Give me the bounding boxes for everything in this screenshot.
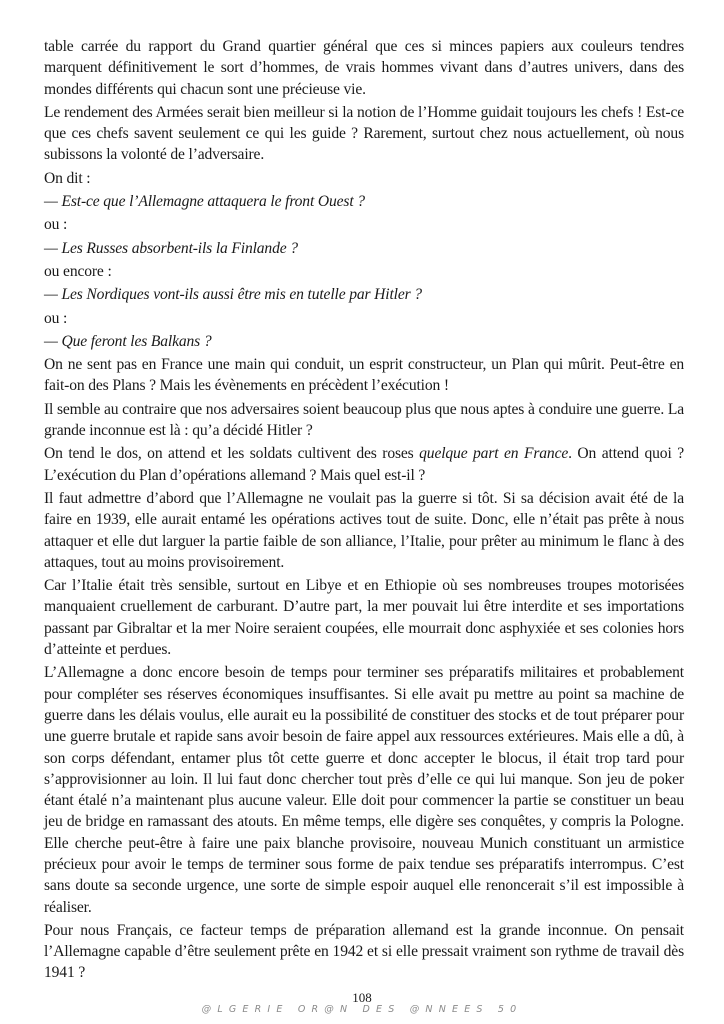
paragraph-15: Car l’Italie était très sensible, surtout en Libye et en Ethiopie où ses nombreuses troupes motorisées manquaient cruellement de carburant. D’autre part, la mer pouvait lui être interdite et ses importations passant par Gibraltar et la mer Noire seraient coupées, elle mourrait donc asphyxiée et ses colonies hors d’atteinte et perdues. [44,577,684,659]
quote-3: — Les Nordiques vont-ils aussi être mis en tutelle par Hitler ? [44,286,422,304]
paragraph-2: Le rendement des Armées serait bien meilleur si la notion de l’Homme guidait toujours les chefs ! Est-ce que ces chefs savent seulement ce qui les guide ? Rarement, surtout chez nous actuellement, où nous subissons la volonté de l’adversaire. [44,103,684,164]
paragraph-3: On dit : [44,169,91,187]
page-number: 108 [352,990,372,1005]
paragraph-14: Il faut admettre d’abord que l’Allemagne ne voulait pas la guerre si tôt. Si sa décision avait été de la faire en 1939, elle aurait entamé les opérations actives tout de suite. Donc, elle n’était pas prête à nous attaquer et elle dut larguer la partie faible de son alliance, l’Italie, pour prêter au minimum le flanc à des attaques, tout au moins provisoirement. [44,489,684,571]
paragraph-16: L’Allemagne a donc encore besoin de temps pour terminer ses préparatifs militaires et probablement pour compléter ses réserves économiques insuffisantes. Si elle avait pu mettre au point sa machine de guerre dans les délais voulus, elle aurait eu la possibilité de constituer des stocks et de tout préparer pour une guerre brutale et rapide sans avoir besoin de faire appel aux ressources extérieures. Mais elle a dû, à son corps défendant, entamer plus tôt cette guerre et donc accepter le blocus, il était trop tard pour s’approvisionner au loin. Il lui faut donc chercher tout près d’elle ce qui lui manque. Son jeu de poker étant étalé n’a maintenant plus aucune valeur. Elle doit pour commencer la partie se constituer un beau jeu de bridge en ramassant des atouts. En même temps, elle digère ses conquêtes, y compris la Pologne. Elle cherche peut-être à faire une paix blanche provisoire, nouveau Munich constituant un armistice précieux pour avoir le temps de terminer sous forme de paix tendue ses préparatifs interrompus. C’est sans doute sa seconde urgence, une sorte de simple espoir auquel elle renoncerait s’il est impossible à réaliser. [44,664,684,916]
footer-text: @LGERIE OR@N DES @NNEES 50 [201,1004,523,1015]
emphasis-phrase: quelque part en France [419,445,569,463]
quote-4: — Que feront les Balkans ? [44,332,212,350]
paragraph-17: Pour nous Français, ce facteur temps de préparation allemand est la grande inconnue. On pensait l’Allemagne capable d’être seulement prête en 1942 et si elle pressait vraiment son rythme de travail dès 1941 ? [44,921,684,982]
paragraph-5: ou : [44,216,68,234]
paragraph-9: ou : [44,309,68,327]
paragraph-12: Il semble au contraire que nos adversaires soient beaucoup plus que nous aptes à conduire une guerre. La grande inconnue est là : qu’a décidé Hitler ? [44,400,684,440]
document-body [44,36,684,986]
quote-1: — Est-ce que l’Allemagne attaquera le front Ouest ? [44,193,365,211]
paragraph-13: On tend le dos, on attend et les soldats cultivent des roses quelque part en France. On attend quoi ? L’exécution du Plan d’opérations allemand ? Mais quel est-il ? [44,445,684,484]
paragraph-11: On ne sent pas en France une main qui conduit, un esprit constructeur, un Plan qui mûrit. Peut-être en fait-on des Plans ? Mais les évènements en précèdent l’exécution ! [44,356,684,395]
paragraph-7: ou encore : [44,262,112,280]
paragraph-1: table carrée du rapport du Grand quartier général que ces si minces papiers aux couleurs tendres marquent définitivement le sort d’hommes, de vrais hommes vivant dans d’autres univers, dans des mondes différents qui chacun sont une précieuse vie. [44,38,684,98]
quote-2: — Les Russes absorbent-ils la Finlande ? [44,239,298,257]
